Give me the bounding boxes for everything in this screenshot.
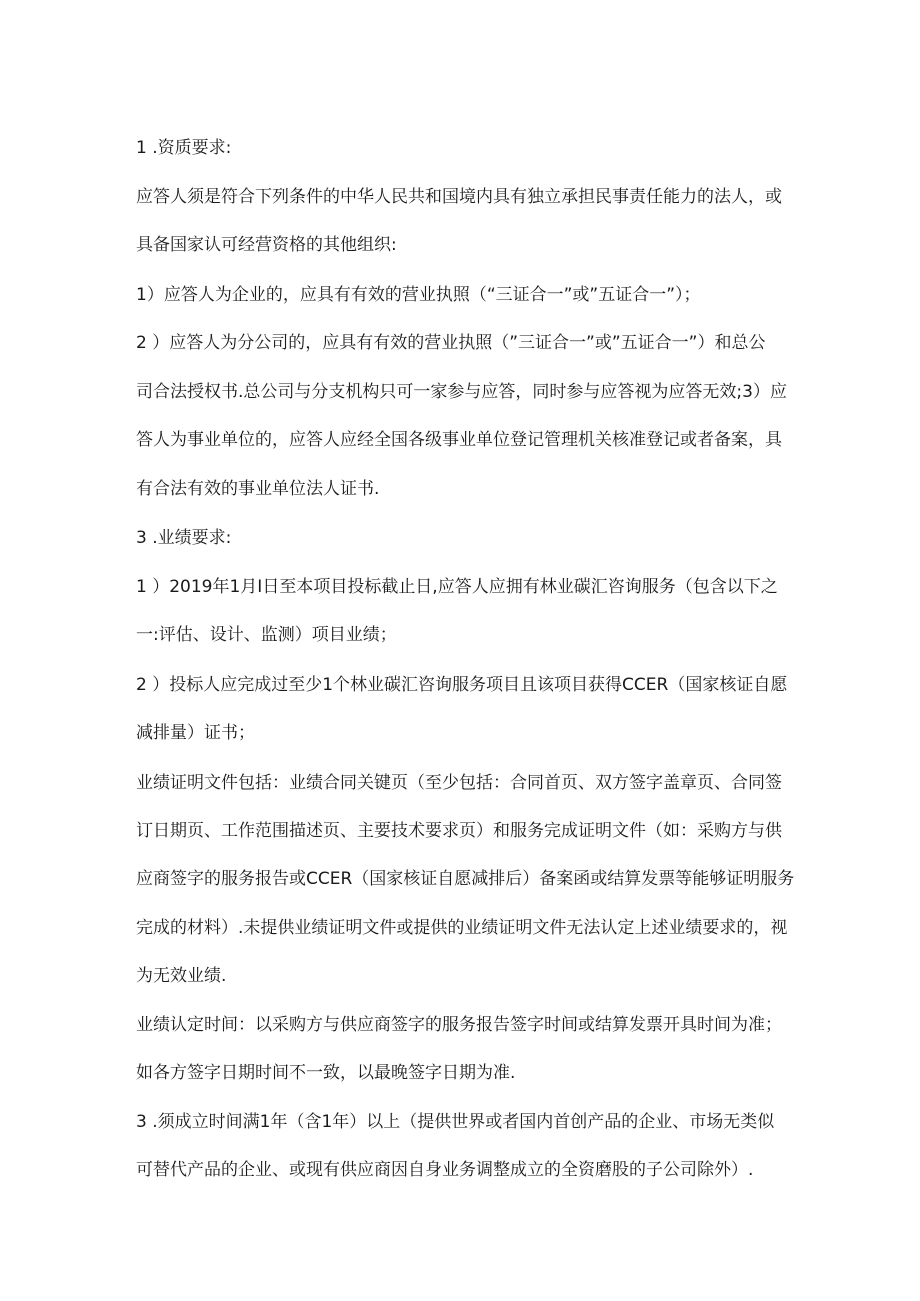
paragraph-line: 一:评估、设计、监测）项目业绩；	[136, 625, 397, 645]
paragraph-line: 为无效业绩.	[136, 966, 227, 986]
paragraph-line: 答人为事业单位的，应答人应经全国各级事业单位登记管理机关核准登记或者备案，具	[136, 430, 782, 450]
paragraph-line: 有合法有效的事业单位法人证书.	[136, 479, 380, 499]
paragraph-line: 应商签字的服务报告或CCER（国家核证自愿减排后）备案函或结算发票等能够证明服务	[136, 869, 795, 889]
section-heading-establishment: 3 .须成立时间满1年（含1年）以上（提供世界或者国内首创产品的企业、市场无类似	[136, 1112, 775, 1132]
section-heading-performance: 3 .业绩要求:	[136, 528, 232, 548]
paragraph-line: 业绩认定时间：以采购方与供应商签字的服务报告签字时间或结算发票开具时间为准；	[136, 1015, 782, 1035]
paragraph-line: 司合法授权书.总公司与分支机构只可一家参与应答，同时参与应答视为应答无效;3）应	[136, 382, 787, 402]
paragraph-line: 完成的材料）.未提供业绩证明文件或提供的业绩证明文件无法认定上述业绩要求的，视	[136, 918, 788, 938]
paragraph-line: 订日期页、工作范围描述页、主要技术要求页）和服务完成证明文件（如：采购方与供	[136, 821, 782, 841]
paragraph-line: 业绩证明文件包括：业绩合同关键页（至少包括：合同首页、双方签字盖章页、合同签	[136, 773, 782, 793]
list-item-1: 1 ）2019年1月I日至本项目投标截止日,应答人应拥有林业碳汇咨询服务（包含以下之	[136, 577, 778, 597]
list-item-2: 2 ）应答人为分公司的，应具有有效的营业执照（”三证合一”或”五证合一”）和总公	[136, 333, 766, 353]
list-item-2: 2 ）投标人应完成过至少1个林业碳汇咨询服务项目且该项目获得CCER（国家核证自愿	[136, 675, 788, 695]
paragraph-line: 具备国家认可经营资格的其他组织:	[136, 235, 397, 255]
paragraph-line: 应答人须是符合下列条件的中华人民共和国境内具有独立承担民事责任能力的法人，或	[136, 187, 782, 207]
paragraph-line: 如各方签字日期时间不一致，以最晚签字日期为准.	[136, 1063, 516, 1083]
paragraph-line: 减排量）证书；	[136, 723, 255, 743]
list-item-1: 1）应答人为企业的，应具有有效的营业执照（“三证合一”或”五证合一”）；	[136, 285, 701, 305]
section-heading-qualification: 1 .资质要求:	[136, 138, 232, 158]
paragraph-line: 可替代产品的企业、或现有供应商因自身业务调整成立的全资磨股的子公司除外）.	[136, 1160, 754, 1180]
